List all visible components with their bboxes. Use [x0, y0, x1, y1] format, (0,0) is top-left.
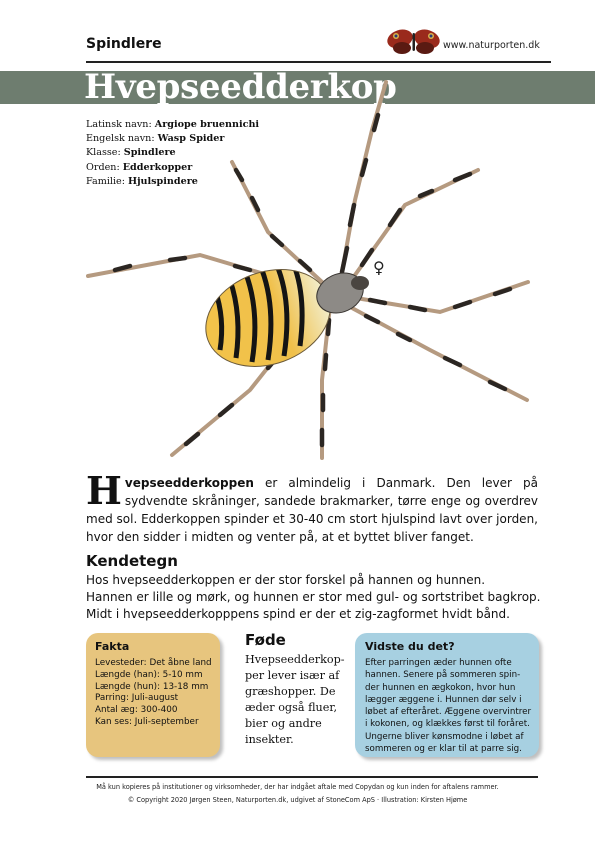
vidste-box — [355, 633, 539, 757]
vidste-line: der hunnen en ægkokon, hvor hun — [365, 682, 516, 693]
kendetegn-heading: Kendetegn — [86, 552, 178, 570]
fode-line: græshopper. De — [245, 685, 336, 698]
vidste-line: sommeren og er klar til at parre sig. — [365, 744, 522, 755]
fode-heading: Føde — [245, 631, 286, 649]
intro-bold: vepseedderkoppen — [124, 476, 254, 490]
site-logo[interactable] — [386, 28, 551, 56]
fact-order: Orden: Edderkopper — [86, 161, 193, 173]
fode-line: insekter. — [245, 733, 294, 746]
fact-class: Klasse: Spindlere — [86, 147, 176, 159]
header-divider — [86, 61, 551, 63]
vidste-line: lægger æggene i. Hunnen dør selv i — [365, 694, 522, 705]
section-label: Spindlere — [86, 36, 162, 52]
fakta-line: Levesteder: Det åbne land — [95, 658, 212, 668]
fode-line: æder også fluer, — [245, 701, 338, 714]
dropcap: H — [86, 468, 122, 513]
vidste-line: i kokonen, og klækkes først til foråret. — [365, 719, 530, 730]
intro-paragraph — [86, 468, 538, 546]
butterfly-icon — [386, 28, 442, 56]
fact-latin: Latinsk navn: Argiope bruennichi — [86, 119, 260, 130]
fakta-box — [86, 633, 220, 757]
vidste-line: hannen. Senere på sommeren spin- — [365, 670, 521, 681]
footer-copyright: © Copyright 2020 Jørgen Steen, Naturporten.dk, udgivet af StoneCom ApS · Illustration: Kirsten Hjøme — [127, 796, 468, 804]
fode-text — [245, 652, 345, 748]
kendetegn-line: Hos hvepseedderkoppen er der stor forskel på hannen og hunnen. — [86, 573, 486, 587]
fode-line: per lever især af — [245, 669, 340, 682]
footer-divider — [86, 776, 538, 778]
vidste-heading: Vidste du det? — [365, 640, 455, 653]
kendetegn-text — [86, 572, 551, 622]
vidste-line: Ungerne bliver kønsmodne i løbet af — [365, 731, 524, 742]
page-title: Hvepseedderkop — [84, 67, 397, 107]
fact-english: Engelsk navn: Wasp Spider — [86, 133, 225, 145]
vidste-line: Efter parringen æder hunnen ofte — [365, 658, 512, 668]
vidste-line: løbet af efteråret. Æggene overvintrer — [365, 707, 532, 718]
website-link[interactable]: www.naturporten.dk — [443, 40, 540, 51]
fakta-line: Længde (han): 5-10 mm — [95, 669, 203, 680]
kendetegn-line: Midt i hvepseedderkopppens spind er der et zig-zagformet hvidt bånd. — [86, 606, 510, 621]
female-symbol: ♀ — [373, 258, 385, 277]
fakta-heading: Fakta — [95, 640, 130, 653]
fact-family: Familie: Hjulspindere — [86, 175, 198, 187]
intro-text: er almindelig i Danmark. Den lever på sydvendte skråninger, sandede brakmarker, tørre enge og overdrev med sol. Edderkoppen spinder et 30-40 cm stort hjulspind lavt over jorden, hvor den sidder i midten og venter på, at et byttet bliver fanget. — [86, 476, 538, 544]
vidste-text — [365, 657, 531, 755]
fakta-line: Længde (hun): 13-18 mm — [95, 681, 209, 692]
species-facts — [86, 118, 259, 189]
fakta-line: Kan ses: Juli-september — [95, 716, 199, 727]
fode-line: bier og andre — [245, 717, 322, 730]
fakta-line: Antal æg: 300-400 — [95, 705, 178, 716]
fode-line: Hvepseedderkop- — [245, 653, 345, 666]
kendetegn-line: Hannen er lille og mørk, og hunnen er stor med gul- og sortstribet bagkrop. — [86, 589, 541, 604]
fakta-list — [95, 658, 212, 729]
fakta-line: Parring: Juli-august — [95, 693, 179, 704]
footer-license: Må kun kopieres på institutioner og virksomheder, der har indgået aftale med Copydan og kun inden for aftalens rammer. — [96, 783, 499, 791]
